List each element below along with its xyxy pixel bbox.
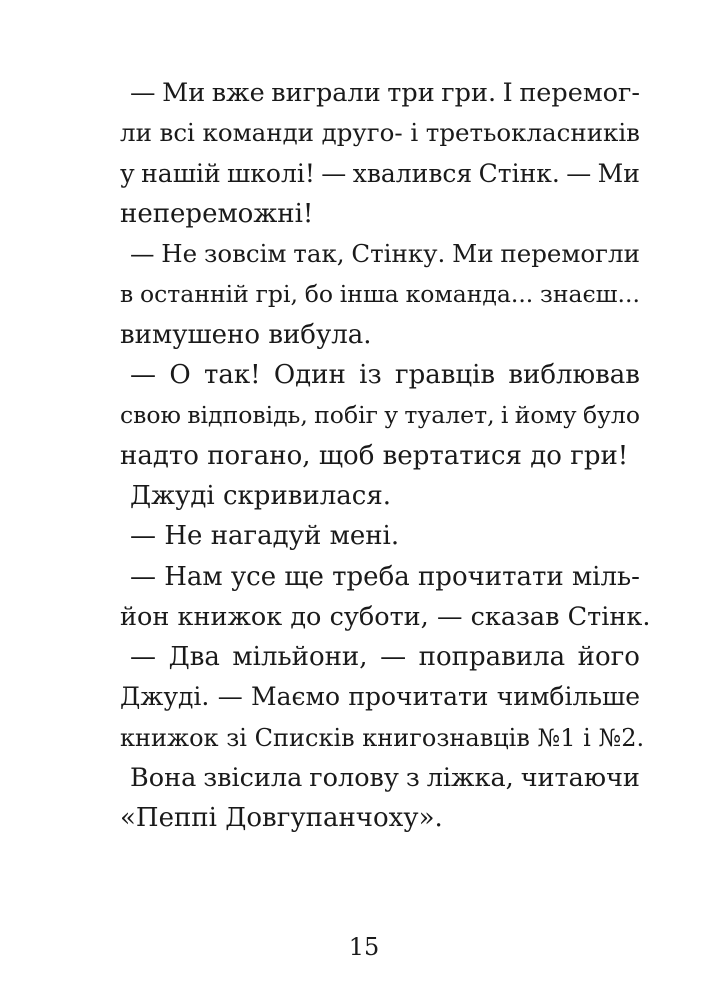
text-line: свою відповідь, побіг у туалет, і йому було (120, 401, 640, 430)
text-line: — Не нагадуй мені. (130, 521, 400, 552)
text-line: йон книжок до суботи, — сказав Стінк. (120, 601, 651, 632)
text-line: — Не зовсім так, Стінку. Ми перемогли (130, 239, 640, 269)
text-line: «Пеппі Довгупанчоху». (120, 803, 443, 834)
text-line: Вона звісила голову з ліжка, читаючи (130, 763, 640, 794)
text-line: — Два мільйони, — поправила його (130, 642, 640, 673)
text-line: надто погано, щоб вертатися до гри! (120, 440, 629, 471)
text-line: в останній грі, бо інша команда... знаєш... (120, 280, 640, 309)
text-line: ли всі команди друго- і третьокласників (120, 118, 640, 148)
text-line: у нашій школі! — хвалився Стінк. — Ми (120, 158, 640, 188)
text-line: непереможні! (120, 198, 314, 229)
text-line: — Ми вже виграли три гри. І перемог- (130, 78, 640, 108)
text-line: — Нам усе ще треба прочитати міль- (130, 561, 640, 592)
text-line: — О так! Один із гравців виблював (130, 360, 640, 391)
page-number: 15 (348, 933, 380, 961)
text-line: Джуді скривилася. (130, 480, 391, 511)
text-line: книжок зі Списків книгознавців №1 і №2. (120, 723, 645, 752)
text-line: Джуді. — Маємо прочитати чимбільше (120, 682, 640, 712)
text-line: вимушено вибула. (120, 319, 372, 350)
body-text (120, 73, 651, 839)
